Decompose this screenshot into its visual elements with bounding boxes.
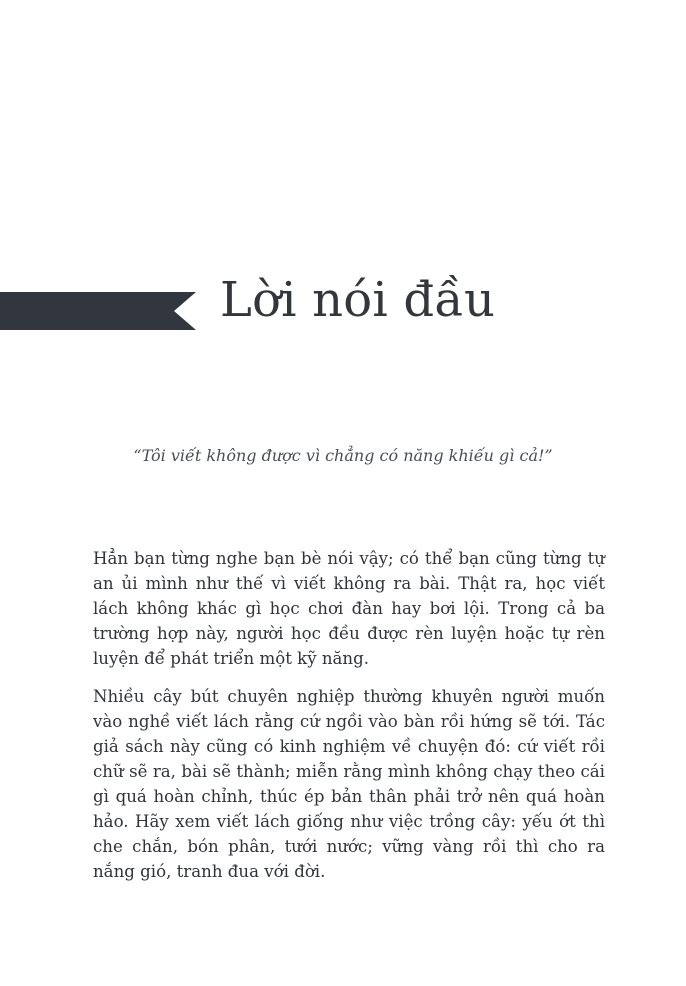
paragraph-2: Nhiều cây bút chuyên nghiệp thường khuyên người muốn vào nghề viết lách rằng cứ ngồi vào bàn rồi hứng sẽ tới. Tác giả sách này cũng có kinh nghiệm về chuyện đó: cứ viết rồi chữ sẽ ra, bài sẽ thành; miễn rằng mình không chạy theo cái gì quá hoàn chỉnh, thúc ép bản thân phải trở nên quá hoàn hảo. Hãy xem viết lách giống như việc trồng cây: yếu ớt thì che chắn, bón phân, tưới nước; vững vàng rồi thì cho ra nắng gió, tranh đua với đời. bbox=[93, 687, 605, 881]
body-text bbox=[93, 546, 605, 897]
ribbon-shape bbox=[0, 292, 196, 330]
epigraph-quote: “Tôi viết không được vì chẳng có năng khiếu gì cả!” bbox=[133, 446, 553, 465]
chapter-title-ribbon bbox=[0, 292, 196, 330]
paragraph-1: Hẳn bạn từng nghe bạn bè nói vậy; có thể bạn cũng từng tự an ủi mình như thế vì viết không ra bài. Thật ra, học viết lách không khác gì học chơi đàn hay bơi lội. Trong cả ba trường hợp này, người học đều được rèn luyện hoặc tự rèn luyện để phát triển một kỹ năng. bbox=[93, 549, 605, 668]
chapter-title: Lời nói đầu bbox=[220, 272, 496, 328]
